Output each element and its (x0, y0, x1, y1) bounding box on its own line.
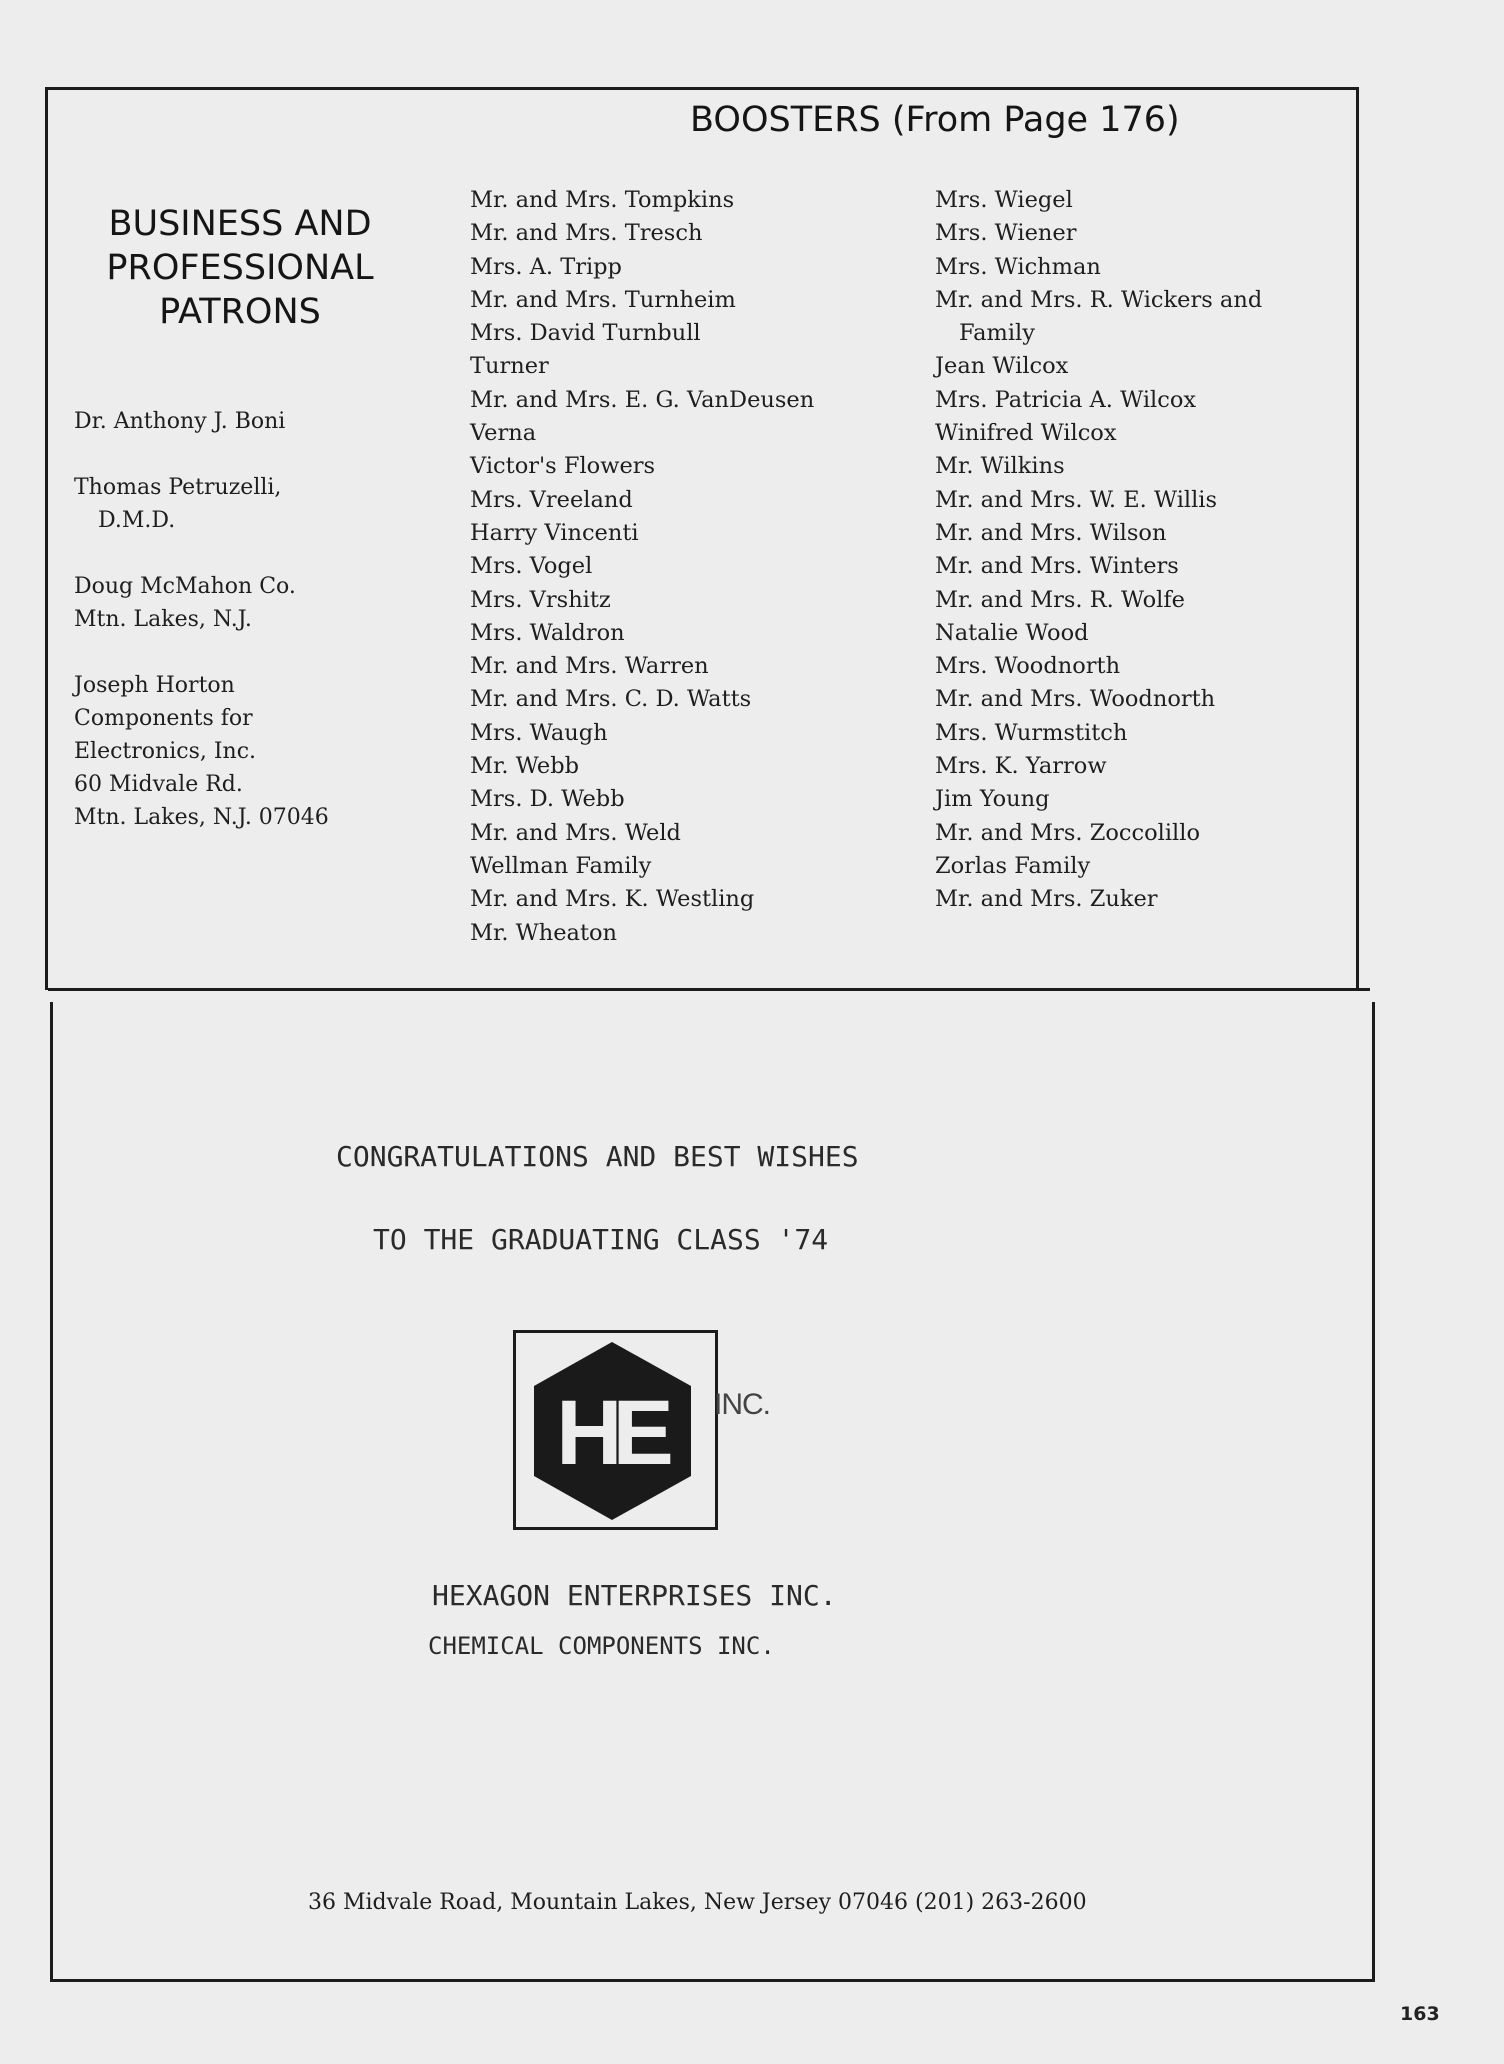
patron-entry (74, 471, 404, 537)
booster-name: Winifred Wilcox (935, 420, 1117, 447)
congratulations-line: CONGRATULATIONS AND BEST WISHES (336, 1140, 859, 1173)
booster-name: Mr. and Mrs. Wilson (935, 519, 1167, 546)
subsidiary-name: CHEMICAL COMPONENTS INC. (428, 1632, 775, 1660)
booster-name: Jean Wilcox (935, 353, 1069, 380)
booster-name: Wellman Family (470, 852, 652, 879)
booster-name: Mrs. David Turnbull (470, 320, 701, 347)
booster-name: Mr. and Mrs. Weld (470, 819, 681, 846)
graduating-class-line: TO THE GRADUATING CLASS '74 (373, 1223, 829, 1256)
patron-line: D.M.D. (98, 508, 176, 533)
booster-name: Mrs. Waugh (470, 719, 608, 746)
booster-name: Mr. and Mrs. C. D. Watts (470, 686, 752, 713)
booster-name: Jim Young (935, 786, 1050, 813)
patron-line: Joseph Horton (74, 673, 235, 698)
patron-line: Electronics, Inc. (74, 739, 257, 764)
booster-name: Mrs. Vrshitz (470, 586, 611, 613)
booster-name: Mr. and Mrs. Winters (935, 553, 1179, 580)
patron-line: Mtn. Lakes, N.J. 07046 (74, 805, 329, 830)
booster-name: Mr. Wilkins (935, 453, 1065, 480)
booster-name: Mrs. Wiegel (935, 187, 1073, 213)
patron-entry (74, 570, 404, 636)
booster-name: Mrs. Vreeland (470, 486, 633, 513)
booster-name: Mrs. Patricia A. Wilcox (935, 386, 1197, 413)
booster-name: Zorlas Family (935, 852, 1091, 879)
patron-line: Thomas Petruzelli, (74, 475, 282, 500)
patrons-list (74, 405, 404, 867)
hexagon-logo-icon (530, 1338, 695, 1524)
booster-name: Turner (470, 353, 549, 380)
patron-line: Doug McMahon Co. (74, 574, 296, 599)
patrons-heading-line: PATRONS (159, 292, 321, 332)
logo-inc-label: INC. (714, 1388, 770, 1421)
page-number: 163 (1400, 2003, 1440, 2025)
booster-name: Mrs. K. Yarrow (935, 753, 1107, 780)
patrons-heading-line: BUSINESS AND (108, 204, 372, 244)
booster-name: Mr. and Mrs. Turnheim (470, 286, 736, 313)
patron-line: 60 Midvale Rd. (74, 772, 243, 797)
booster-name: Mr. and Mrs. Tresch (470, 220, 703, 247)
booster-name: Mr. and Mrs. Warren (470, 653, 709, 680)
booster-name: Mr. and Mrs. E. G. VanDeusen (470, 386, 815, 413)
booster-name: Mrs. Wiener (935, 220, 1077, 247)
booster-name: Mr. and Mrs. R. Wickers and (935, 286, 1263, 313)
company-address: 36 Midvale Road, Mountain Lakes, New Jersey 07046 (201) 263-2600 (308, 1890, 1087, 1915)
patrons-heading (70, 202, 410, 334)
booster-name: Mrs. Wurmstitch (935, 719, 1128, 746)
boosters-column-2 (935, 184, 1345, 917)
booster-name: Mr. Webb (470, 753, 580, 780)
patron-line: Dr. Anthony J. Boni (74, 409, 286, 434)
boosters-column-1 (470, 184, 910, 950)
booster-name: Mrs. D. Webb (470, 786, 625, 813)
booster-name: Verna (470, 420, 537, 447)
booster-name: Harry Vincenti (470, 519, 639, 546)
patrons-heading-line: PROFESSIONAL (106, 248, 374, 288)
booster-name: Mr. and Mrs. Tompkins (470, 187, 735, 213)
booster-name: Mrs. Woodnorth (935, 653, 1121, 680)
boosters-heading: BOOSTERS (From Page 176) (690, 100, 1180, 140)
patron-line: Mtn. Lakes, N.J. (74, 607, 252, 632)
section-divider (48, 988, 1370, 991)
booster-name: Mr. and Mrs. Zoccolillo (935, 819, 1200, 846)
booster-name: Mrs. A. Tripp (470, 253, 622, 280)
patron-line: Components for (74, 706, 253, 731)
booster-name: Mr. and Mrs. W. E. Willis (935, 486, 1218, 513)
patron-entry (74, 669, 404, 834)
booster-name: Mrs. Wichman (935, 253, 1101, 280)
patron-entry (74, 405, 404, 438)
booster-name: Family (959, 320, 1035, 347)
booster-name: Natalie Wood (935, 619, 1089, 646)
booster-name: Mr. Wheaton (470, 919, 618, 946)
logo-letters: HE (556, 1382, 664, 1484)
company-name: HEXAGON ENTERPRISES INC. (432, 1579, 837, 1612)
booster-name: Mr. and Mrs. Zuker (935, 886, 1158, 913)
booster-name: Mrs. Vogel (470, 553, 593, 580)
booster-name: Mr. and Mrs. K. Westling (470, 886, 755, 913)
booster-name: Victor's Flowers (470, 453, 656, 480)
booster-name: Mr. and Mrs. Woodnorth (935, 686, 1216, 713)
booster-name: Mr. and Mrs. R. Wolfe (935, 586, 1185, 613)
booster-name: Mrs. Waldron (470, 619, 625, 646)
